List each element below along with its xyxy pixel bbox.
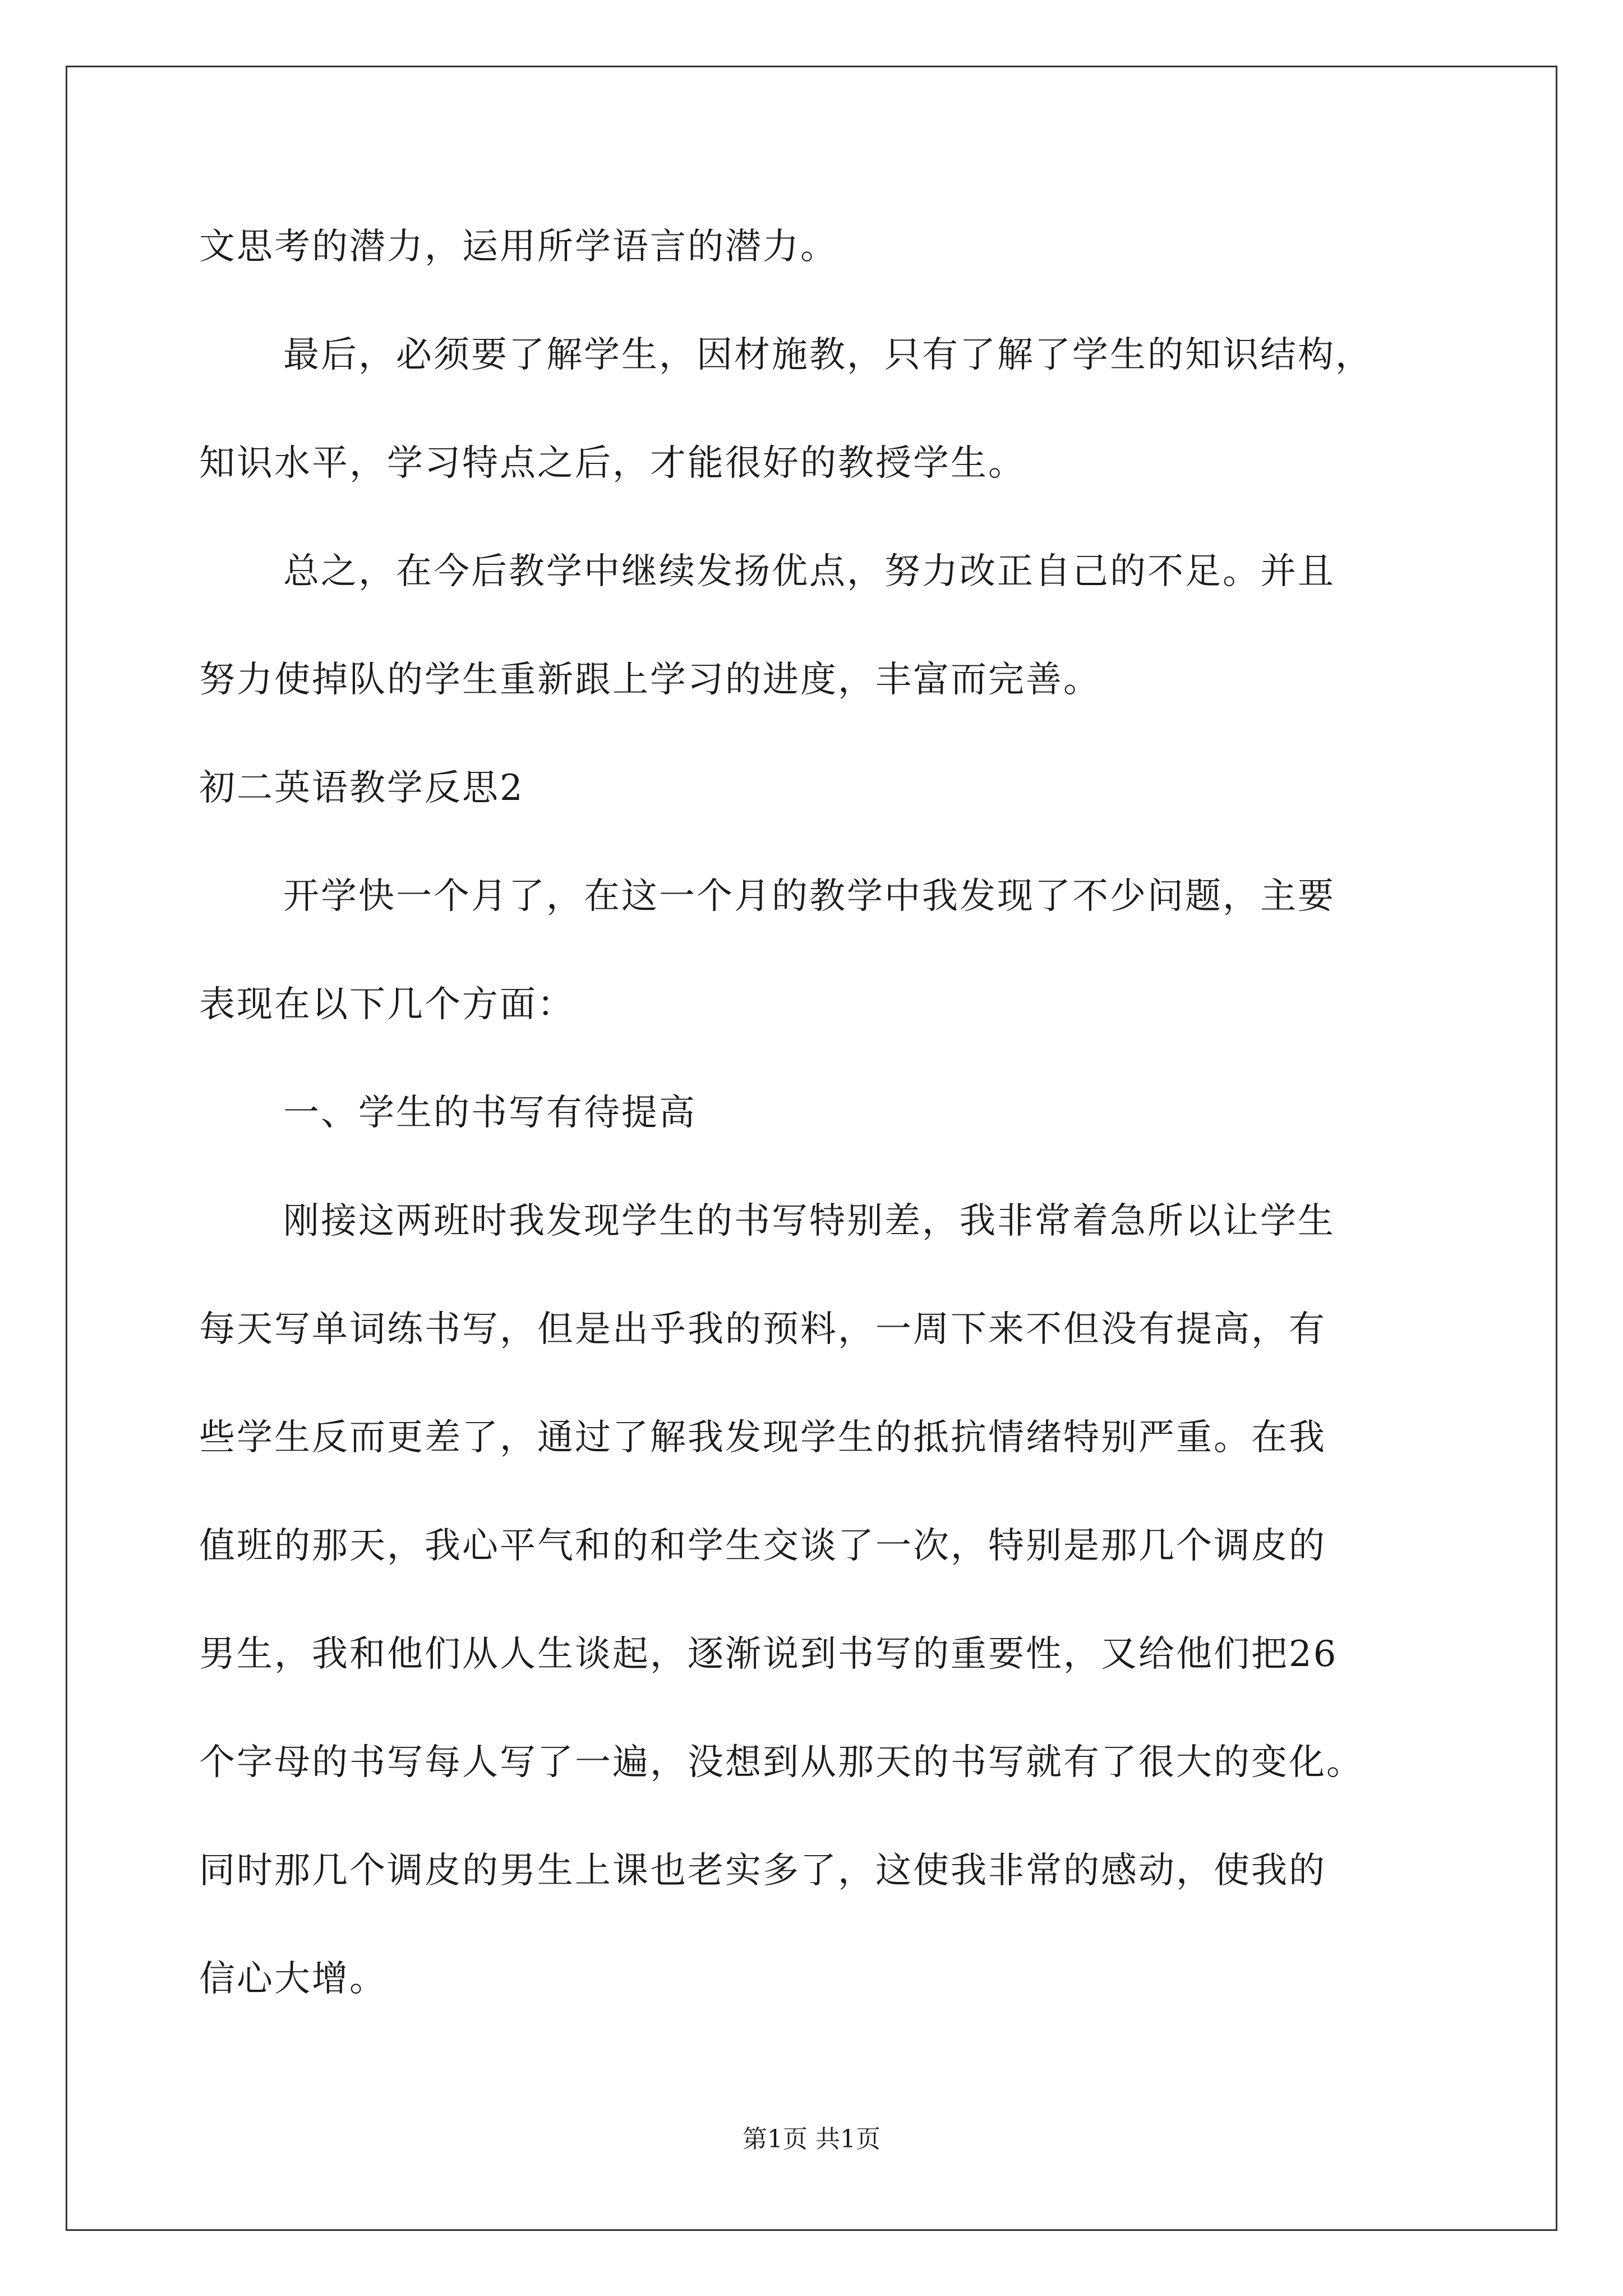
section-heading: 初二英语教学反思2: [199, 767, 524, 809]
paragraph-line-3: 知识水平，学习特点之后，才能很好的教授学生。: [199, 443, 1026, 484]
paragraph-line-1: 文思考的潜力，运用所学语言的潜力。: [199, 226, 838, 268]
paragraph-line-7: 开学快一个月了，在这一个月的教学中我发现了不少问题，主要: [283, 876, 1335, 917]
paragraph-line-14: 男生，我和他们从人生谈起，逐渐说到书写的重要性，又给他们把26: [199, 1634, 1338, 1675]
paragraph-line-2: 最后，必须要了解学生，因材施教，只有了解了学生的知识结构，: [283, 334, 1373, 376]
paragraph-line-4: 总之，在今后教学中继续发扬优点，努力改正自己的不足。并且: [283, 551, 1335, 592]
paragraph-line-10: 刚接这两班时我发现学生的书写特别差，我非常着急所以让学生: [283, 1200, 1335, 1242]
paragraph-line-8: 表现在以下几个方面：: [199, 984, 575, 1025]
paragraph-line-16: 同时那几个调皮的男生上课也老实多了，这使我非常的感动，使我的: [199, 1850, 1326, 1892]
paragraph-line-5: 努力使掉队的学生重新跟上学习的进度，丰富而完善。: [199, 659, 1101, 701]
paragraph-line-15: 个字母的书写每人写了一遍，没想到从那天的书写就有了很大的变化。: [199, 1742, 1364, 1783]
paragraph-line-13: 值班的那天，我心平气和的和学生交谈了一次，特别是那几个调皮的: [199, 1525, 1326, 1567]
page-footer: 第1页 共1页: [743, 2125, 880, 2154]
subheading-1: 一、学生的书写有待提高: [283, 1092, 697, 1134]
page-border: [66, 66, 1557, 2231]
paragraph-line-17: 信心大增。: [199, 1958, 387, 2000]
paragraph-line-11: 每天写单词练书写，但是出乎我的预料，一周下来不但没有提高，有: [199, 1309, 1326, 1350]
paragraph-line-12: 些学生反而更差了，通过了解我发现学生的抵抗情绪特别严重。在我: [199, 1417, 1326, 1458]
